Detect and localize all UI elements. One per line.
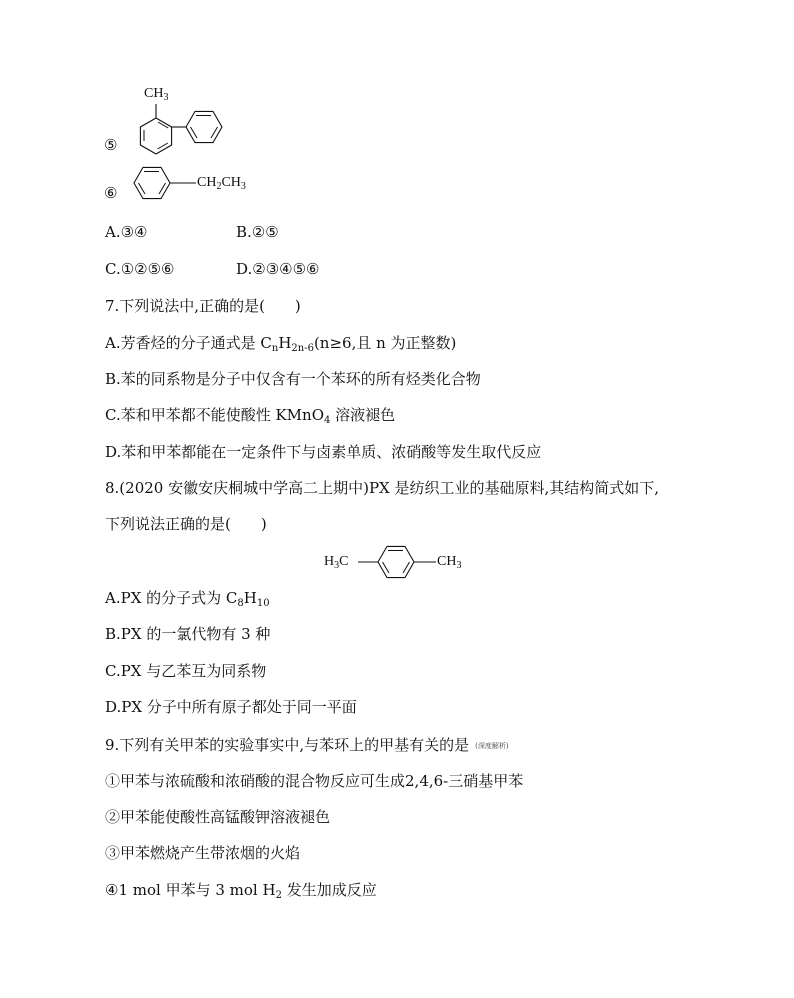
q6-option-d: D.②③④⑤⑥ [236,260,320,278]
methyl-label: $CH_3$ [144,86,169,103]
q9-item-1: ①甲苯与浓硫酸和浓硝酸的混合物反应可生成2,4,6-三硝基甲苯 [105,772,524,790]
q6-option-c: C.①②⑤⑥ [105,260,175,278]
marker-5: ⑤ [104,136,118,154]
q7-option-c: C.苯和甲苯都不能使酸性 KMnO$_4$ 溶液褪色 [105,406,396,426]
q9-item-3: ③甲苯燃烧产生带浓烟的火焰 [105,844,301,862]
q8-option-a: A.PX 的分子式为 $C_8H_{10}$ [105,589,270,609]
structure-6 [100,164,246,204]
q8-stem-line2: 下列说法正确的是( ) [105,515,267,533]
q9-item-2: ②甲苯能使酸性高锰酸钾溶液褪色 [105,808,331,826]
q8-option-b: B.PX 的一氯代物有 3 种 [105,625,271,643]
px-structure [324,543,474,583]
analysis-tag: (深度解析) [475,742,509,750]
q7-option-a: A.芳香烃的分子通式是 $C_nH_{2n-6}(n\ge 6$,且 n 为正整数) [105,334,457,354]
px-left-methyl: $H_3C$ [324,554,349,571]
q9-stem: 9.下列有关甲苯的实验事实中,与苯环上的甲基有关的是 (深度解析) [105,736,509,754]
q6-option-b: B.②⑤ [236,223,279,241]
q8-option-c: C.PX 与乙苯互为同系物 [105,662,267,680]
methylbiphenyl-structure [100,84,260,160]
ethyl-label: $CH_2CH_3$ [197,175,246,192]
px-right-methyl: $CH_3$ [437,554,462,571]
q9-item-4: ④1 mol 甲苯与 3 mol $H_2$ 发生加成反应 [105,881,377,901]
q8-stem-line1: 8.(2020 安徽安庆桐城中学高二上期中)PX 是纺织工业的基础原料,其结构简式如下, [105,479,660,497]
q8-option-d: D.PX 分子中所有原子都处于同一平面 [105,698,357,716]
q6-option-a: A.③④ [105,223,148,241]
q7-option-d: D.苯和甲苯都能在一定条件下与卤素单质、浓硝酸等发生取代反应 [105,443,542,461]
marker-6: ⑥ [104,184,118,202]
q7-option-b: B.苯的同系物是分子中仅含有一个苯环的所有烃类化合物 [105,370,481,388]
q7-stem: 7.下列说法中,正确的是( ) [105,297,301,315]
structure-5 [100,84,260,160]
